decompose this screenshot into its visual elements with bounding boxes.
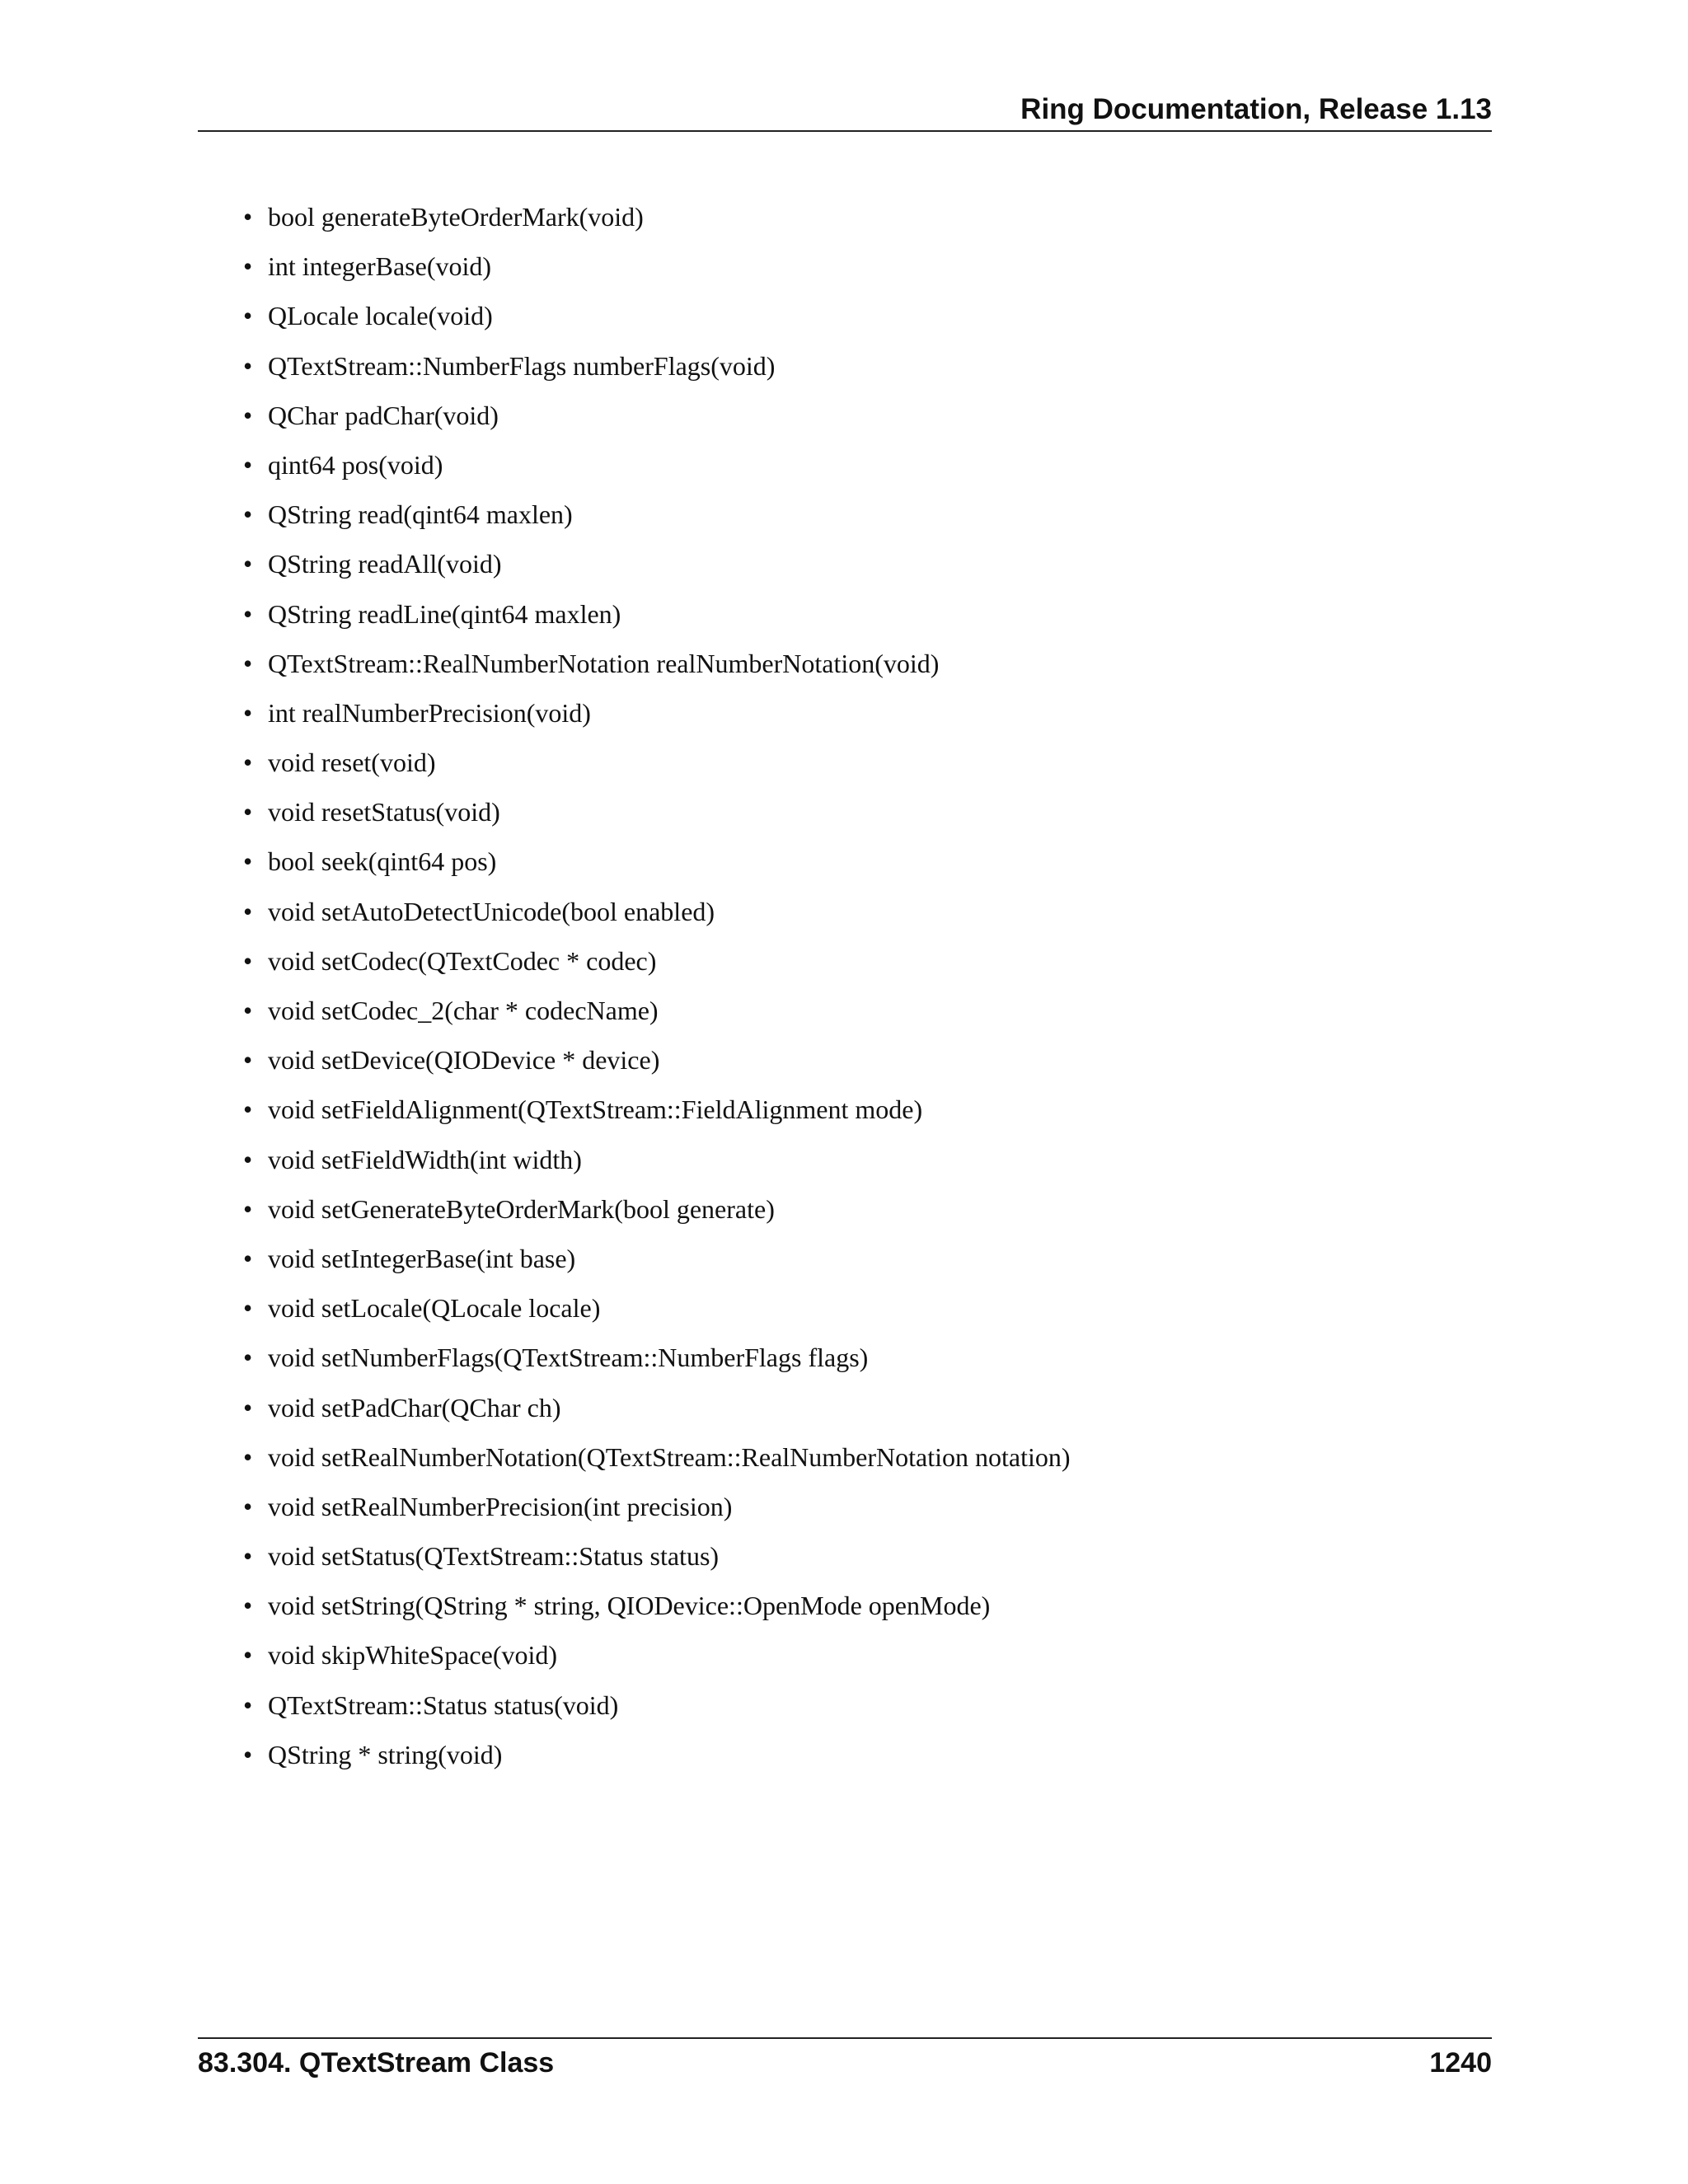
bullet-icon: • xyxy=(243,1193,253,1224)
method-signature: void setRealNumberNotation(QTextStream::RealNumberNotation notation) xyxy=(268,1441,1071,1472)
bullet-icon: • xyxy=(243,1144,253,1174)
bullet-icon: • xyxy=(243,1441,253,1472)
page-header xyxy=(198,92,1492,132)
bullet-icon: • xyxy=(243,1690,253,1720)
bullet-icon: • xyxy=(243,748,253,778)
bullet-icon: • xyxy=(243,1343,253,1373)
list-item xyxy=(243,543,1071,593)
method-signature: void setDevice(QIODevice * device) xyxy=(268,1045,660,1076)
method-signature: QString read(qint64 maxlen) xyxy=(268,499,573,530)
list-item xyxy=(243,1337,1071,1386)
list-item xyxy=(243,1039,1071,1089)
method-signature: void setGenerateByteOrderMark(bool generate) xyxy=(268,1193,775,1224)
method-signature: bool generateByteOrderMark(void) xyxy=(268,202,644,232)
list-item xyxy=(243,1535,1071,1585)
method-signature: void reset(void) xyxy=(268,748,436,778)
list-item xyxy=(243,692,1071,742)
method-signature: void skipWhiteSpace(void) xyxy=(268,1640,558,1671)
bullet-icon: • xyxy=(243,202,253,232)
bullet-icon: • xyxy=(243,1640,253,1671)
list-item xyxy=(243,246,1071,295)
method-signature: QLocale locale(void) xyxy=(268,301,493,331)
method-signature: void setLocale(QLocale locale) xyxy=(268,1293,601,1324)
list-item xyxy=(243,1287,1071,1337)
bullet-icon: • xyxy=(243,846,253,877)
list-item xyxy=(243,1685,1071,1734)
bullet-icon: • xyxy=(243,400,253,430)
list-item xyxy=(243,891,1071,940)
method-signature: void setRealNumberPrecision(int precision) xyxy=(268,1491,733,1521)
bullet-icon: • xyxy=(243,996,253,1025)
bullet-icon: • xyxy=(243,549,253,579)
bullet-icon: • xyxy=(243,1045,253,1076)
bullet-icon: • xyxy=(243,350,253,381)
page-number: 1240 xyxy=(1429,2047,1492,2079)
method-signature: QTextStream::NumberFlags numberFlags(void) xyxy=(268,350,776,381)
list-item xyxy=(243,1436,1071,1486)
bullet-icon: • xyxy=(243,945,253,976)
list-item xyxy=(243,1139,1071,1188)
method-signature: QTextStream::RealNumberNotation realNumberNotation(void) xyxy=(268,648,940,678)
method-signature: void setAutoDetectUnicode(bool enabled) xyxy=(268,896,715,926)
method-signature: QTextStream::Status status(void) xyxy=(268,1690,619,1720)
bullet-icon: • xyxy=(243,648,253,678)
bullet-icon: • xyxy=(243,1094,253,1125)
bullet-icon: • xyxy=(243,1243,253,1273)
list-item xyxy=(243,196,1071,246)
method-signature: void setPadChar(QChar ch) xyxy=(268,1392,561,1422)
list-item xyxy=(243,1238,1071,1287)
method-signature: void setString(QString * string, QIODevice::OpenMode openMode) xyxy=(268,1591,991,1621)
method-signature: void setCodec_2(char * codecName) xyxy=(268,996,659,1025)
bullet-icon: • xyxy=(243,1591,253,1621)
page-footer xyxy=(198,2037,1492,2080)
list-item xyxy=(243,395,1071,444)
list-item xyxy=(243,791,1071,841)
list-item xyxy=(243,742,1071,791)
bullet-icon: • xyxy=(243,301,253,331)
method-signature: QChar padChar(void) xyxy=(268,400,499,430)
list-item xyxy=(243,1585,1071,1634)
list-item xyxy=(243,345,1071,395)
method-signature: void setCodec(QTextCodec * codec) xyxy=(268,945,657,976)
bullet-icon: • xyxy=(243,251,253,282)
method-signature: void resetStatus(void) xyxy=(268,797,500,827)
list-item xyxy=(243,940,1071,990)
bullet-icon: • xyxy=(243,598,253,629)
bullet-icon: • xyxy=(243,499,253,530)
bullet-icon: • xyxy=(243,697,253,728)
list-item xyxy=(243,1734,1071,1783)
bullet-icon: • xyxy=(243,1293,253,1324)
list-item xyxy=(243,990,1071,1039)
list-item xyxy=(243,444,1071,494)
bullet-icon: • xyxy=(243,449,253,480)
method-signature: void setFieldWidth(int width) xyxy=(268,1144,582,1174)
list-item xyxy=(243,593,1071,643)
method-signature: void setIntegerBase(int base) xyxy=(268,1243,576,1273)
list-item xyxy=(243,295,1071,344)
bullet-icon: • xyxy=(243,797,253,827)
document-title: Ring Documentation, Release 1.13 xyxy=(1020,93,1492,125)
list-item xyxy=(243,1188,1071,1238)
bullet-icon: • xyxy=(243,1392,253,1422)
bullet-icon: • xyxy=(243,1491,253,1521)
method-signature: int integerBase(void) xyxy=(268,251,492,282)
method-signature: QString readLine(qint64 maxlen) xyxy=(268,598,621,629)
footer-section-title: 83.304. QTextStream Class xyxy=(198,2047,555,2079)
method-signature: qint64 pos(void) xyxy=(268,449,443,480)
list-item xyxy=(243,1089,1071,1138)
list-item xyxy=(243,1634,1071,1684)
method-signature: void setNumberFlags(QTextStream::NumberFlags flags) xyxy=(268,1343,869,1373)
method-list xyxy=(243,196,1071,1783)
bullet-icon: • xyxy=(243,1541,253,1572)
list-item xyxy=(243,643,1071,692)
method-signature: QString readAll(void) xyxy=(268,549,502,579)
list-item xyxy=(243,494,1071,543)
method-signature: QString * string(void) xyxy=(268,1739,503,1769)
list-item xyxy=(243,1387,1071,1436)
method-signature: void setStatus(QTextStream::Status status) xyxy=(268,1541,720,1572)
bullet-icon: • xyxy=(243,1739,253,1769)
list-item xyxy=(243,841,1071,890)
list-item xyxy=(243,1486,1071,1535)
method-signature: bool seek(qint64 pos) xyxy=(268,846,497,877)
bullet-icon: • xyxy=(243,896,253,926)
method-signature: int realNumberPrecision(void) xyxy=(268,697,591,728)
method-signature: void setFieldAlignment(QTextStream::FieldAlignment mode) xyxy=(268,1094,923,1125)
